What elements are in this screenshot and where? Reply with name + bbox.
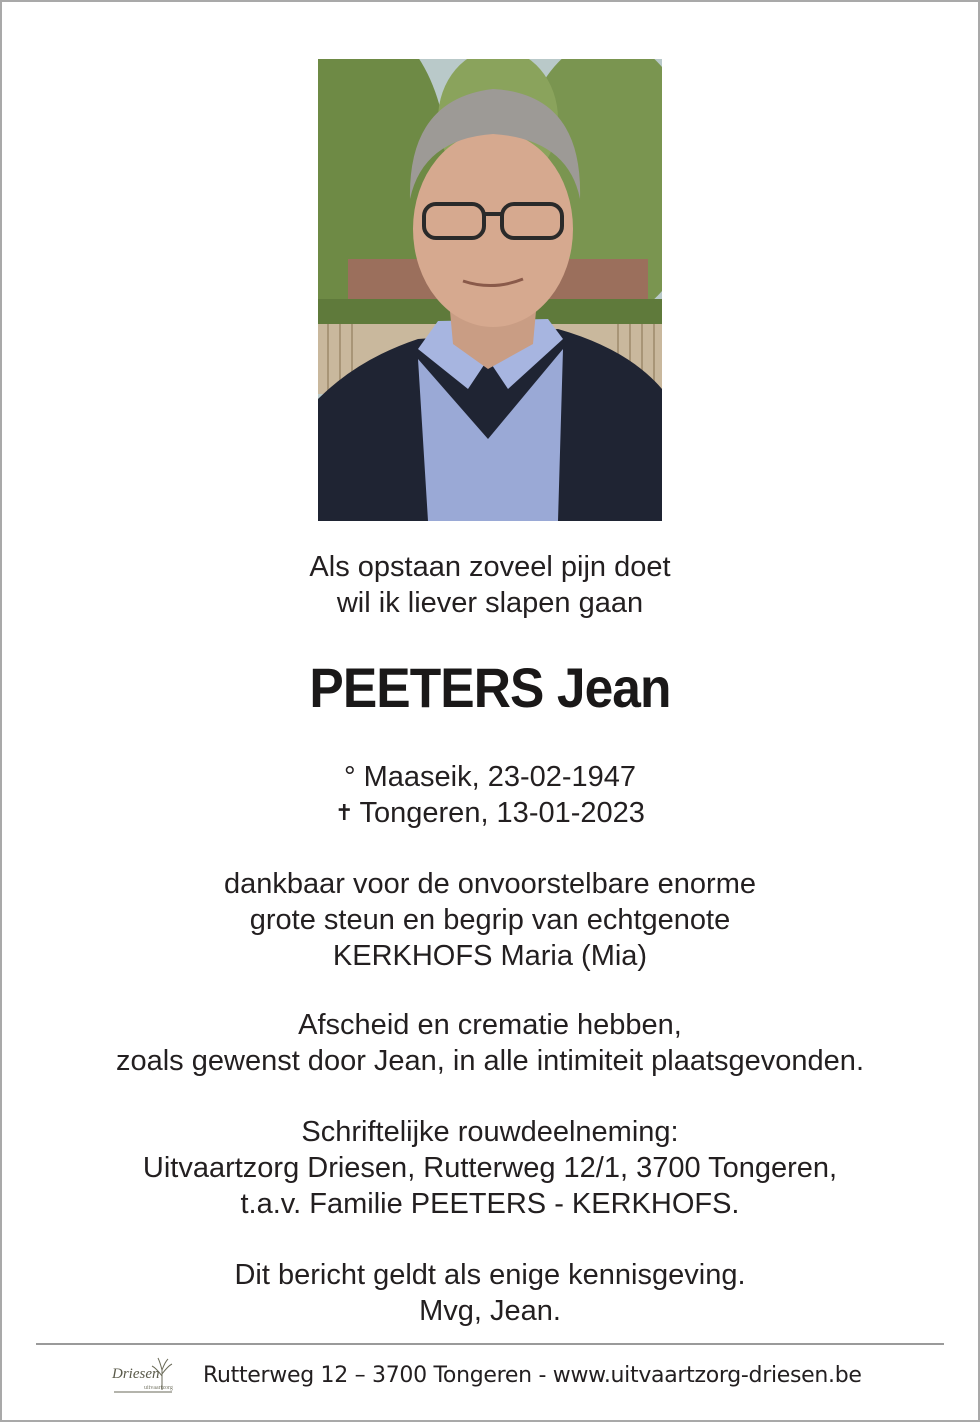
opening-quote bbox=[0, 549, 980, 621]
funeral-home-logo bbox=[110, 1354, 182, 1398]
condolence-line-1: Schriftelijke rouwdeelneming: bbox=[301, 1116, 679, 1148]
logo-text: Driesen bbox=[112, 1366, 160, 1382]
thanks-line-2: grote steun en begrip van echtgenote bbox=[249, 904, 731, 936]
notice-paragraph bbox=[0, 1257, 980, 1329]
life-dates bbox=[0, 759, 980, 831]
death-date-line bbox=[0, 795, 980, 831]
quote-line-1: Als opstaan zoveel pijn doet bbox=[309, 551, 671, 583]
notice-line-1: Dit bericht geldt als enige kennisgeving. bbox=[234, 1259, 746, 1291]
farewell-line-1: Afscheid en crematie hebben, bbox=[298, 1009, 682, 1041]
death-date: Tongeren, 13-01-2023 bbox=[359, 797, 645, 829]
footer-divider bbox=[36, 1343, 944, 1345]
deceased-name: PEETERS Jean bbox=[309, 656, 671, 719]
cross-icon: ✝ bbox=[335, 800, 354, 825]
condolence-paragraph bbox=[0, 1114, 980, 1222]
thanks-paragraph bbox=[0, 866, 980, 974]
birth-date: ° Maaseik, 23-02-1947 bbox=[343, 761, 637, 793]
condolence-line-2: Uitvaartzorg Driesen, Rutterweg 12/1, 3700 Tongeren, bbox=[142, 1152, 838, 1184]
portrait-photo bbox=[318, 59, 662, 521]
condolence-line-3: t.a.v. Familie PEETERS - KERKHOFS. bbox=[240, 1188, 740, 1220]
notice-line-2: Mvg, Jean. bbox=[419, 1295, 561, 1327]
logo-subtext: uitvaartzorg bbox=[144, 1385, 173, 1391]
thanks-line-3: KERKHOFS Maria (Mia) bbox=[332, 940, 648, 972]
quote-line-2: wil ik liever slapen gaan bbox=[336, 587, 644, 619]
thanks-line-1: dankbaar voor de onvoorstelbare enorme bbox=[224, 868, 756, 900]
footer bbox=[0, 1354, 980, 1400]
farewell-paragraph bbox=[0, 1007, 980, 1079]
footer-address: Rutterweg 12 – 3700 Tongeren - www.uitvaartzorg-driesen.be bbox=[203, 1363, 862, 1388]
farewell-line-2: zoals gewenst door Jean, in alle intimiteit plaatsgevonden. bbox=[115, 1045, 864, 1077]
